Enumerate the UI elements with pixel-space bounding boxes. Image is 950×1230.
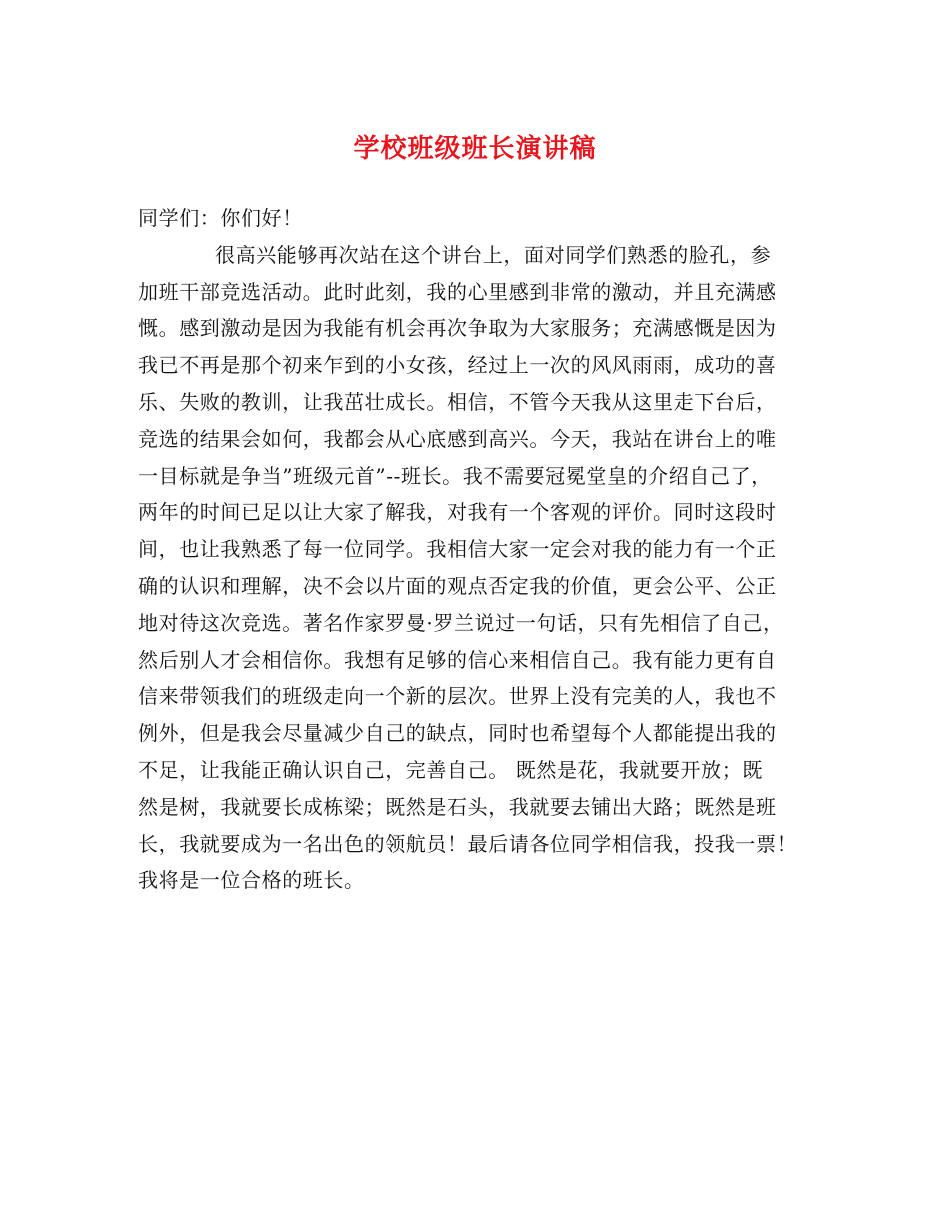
paragraph-line: 然后别人才会相信你。我想有足够的信心来相信自己。我有能力更有自 (138, 647, 777, 672)
paragraph-line: 确的认识和理解，决不会以片面的观点否定我的价值，更会公平、公正 (138, 573, 777, 598)
paragraph-line: 两年的时间已足以让大家了解我，对我有一个客观的评价。同时这段时 (138, 500, 777, 525)
paragraph-line: 长，我就要成为一名出色的领航员！最后请各位同学相信我，投我一票！ (138, 831, 798, 856)
greeting-line: 同学们：你们好！ (138, 206, 303, 230)
document-title: 学校班级班长演讲稿 (353, 134, 597, 164)
paragraph-line: 不足，让我能正确认识自己，完善自己。 既然是花，我就要开放；既 (138, 757, 763, 782)
paragraph-line: 间，也让我熟悉了每一位同学。我相信大家一定会对我的能力有一个正 (138, 537, 777, 562)
paragraph-line: 信来带领我们的班级走向一个新的层次。世界上没有完美的人，我也不 (138, 684, 777, 709)
paragraph-line: 乐、失败的教训，让我茁壮成长。相信，不管今天我从这里走下台后， (138, 389, 777, 414)
document-body (138, 200, 828, 899)
paragraph-line: 竞选的结果会如何，我都会从心底感到高兴。今天，我站在讲台上的唯 (138, 426, 777, 451)
paragraph-line: 地对待这次竞选。著名作家罗曼·罗兰说过一句话，只有先相信了自己， (138, 610, 784, 635)
paragraph-line: 很高兴能够再次站在这个讲台上，面对同学们熟悉的脸孔，参 (215, 242, 772, 267)
paragraph-line: 我已不再是那个初来乍到的小女孩，经过上一次的风风雨雨，成功的喜 (138, 353, 777, 378)
paragraph-line: 加班干部竞选活动。此时此刻，我的心里感到非常的激动，并且充满感 (138, 279, 777, 304)
paragraph-line: 慨。感到激动是因为我能有机会再次争取为大家服务；充满感慨是因为 (138, 316, 777, 341)
paragraph-line: 一目标就是争当”班级元首”--班长。我不需要冠冕堂皇的介绍自己了， (138, 463, 772, 488)
paragraph-line: 我将是一位合格的班长。 (138, 868, 365, 893)
paragraph-line: 例外，但是我会尽量减少自己的缺点，同时也希望每个人都能提出我的 (138, 721, 777, 746)
paragraph-line: 然是树，我就要长成栋梁；既然是石头，我就要去铺出大路；既然是班 (138, 794, 777, 819)
